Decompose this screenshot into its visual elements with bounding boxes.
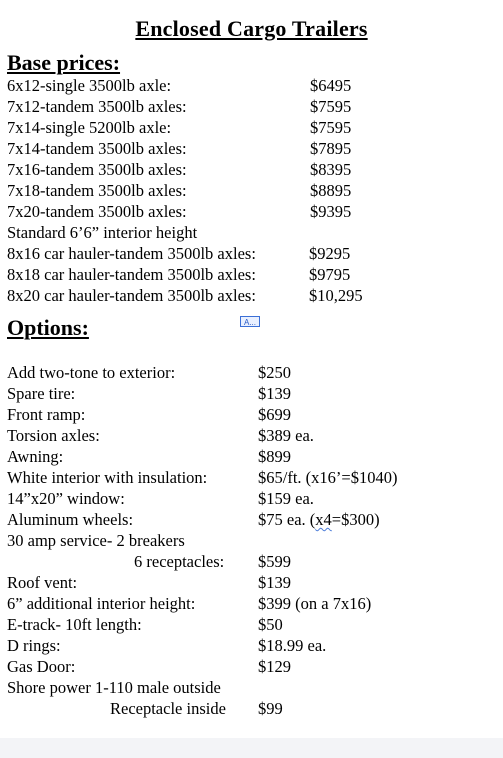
- car-hauler-value: $9295: [309, 244, 351, 263]
- option-label: Receptacle inside: [110, 699, 226, 718]
- option-value: $159 ea.: [258, 489, 314, 508]
- base-prices-heading: Base prices:: [7, 50, 121, 75]
- option-value: $699: [258, 405, 291, 424]
- option-value: $599: [258, 552, 291, 571]
- base-price-label: 7x16-tandem 3500lb axles:: [7, 160, 187, 179]
- option-label: 14”x20” window:: [7, 489, 125, 508]
- option-value: $129: [258, 657, 291, 676]
- base-price-value: $7895: [310, 139, 352, 158]
- option-label: 6” additional interior height:: [7, 594, 196, 613]
- option-value: $389 ea.: [258, 426, 314, 445]
- car-hauler-value: $10,295: [309, 286, 363, 305]
- option-value: $65/ft. (x16’=$1040): [258, 468, 398, 487]
- car-hauler-value: $9795: [309, 265, 351, 284]
- spellcheck-marked-word[interactable]: x4: [315, 510, 332, 529]
- option-value-prefix: $75 ea. (: [258, 510, 316, 529]
- option-label: Aluminum wheels:: [7, 510, 134, 529]
- option-value-suffix: =$300): [331, 510, 380, 529]
- car-hauler-label: 8x20 car hauler-tandem 3500lb axles:: [7, 286, 256, 305]
- base-price-label: 6x12-single 3500lb axle:: [7, 76, 172, 95]
- options-heading: Options:: [7, 315, 89, 340]
- option-value: $139: [258, 573, 291, 592]
- car-hauler-label: 8x16 car hauler-tandem 3500lb axles:: [7, 244, 256, 263]
- option-label: E-track- 10ft length:: [7, 615, 142, 634]
- interior-height-note-text: Standard 6’6” interior height: [7, 223, 198, 242]
- option-label: Spare tire:: [7, 384, 76, 403]
- option-label: Shore power 1-110 male outside: [7, 678, 221, 697]
- option-value: $50: [258, 615, 283, 634]
- base-price-label: 7x14-tandem 3500lb axles:: [7, 139, 187, 158]
- option-label: Awning:: [7, 447, 64, 466]
- document-title: Enclosed Cargo Trailers: [135, 16, 368, 41]
- option-label: 30 amp service- 2 breakers: [7, 531, 185, 550]
- base-price-value: $8395: [310, 160, 352, 179]
- option-label: White interior with insulation:: [7, 468, 208, 487]
- option-label: Front ramp:: [7, 405, 86, 424]
- option-label: Gas Door:: [7, 657, 76, 676]
- option-value: $99: [258, 699, 283, 718]
- base-price-value: $8895: [310, 181, 352, 200]
- base-price-value: $7595: [310, 97, 352, 116]
- option-value: $399 (on a 7x16): [258, 594, 372, 613]
- base-price-value: $7595: [310, 118, 352, 137]
- base-price-label: 7x20-tandem 3500lb axles:: [7, 202, 187, 221]
- base-price-value: $9395: [310, 202, 352, 221]
- option-label: Add two-tone to exterior:: [7, 363, 176, 382]
- option-value: $18.99 ea.: [258, 636, 327, 655]
- base-price-label: 7x14-single 5200lb axle:: [7, 118, 172, 137]
- anchor-icon[interactable]: A...: [240, 316, 260, 327]
- option-value: $899: [258, 447, 291, 466]
- car-hauler-label: 8x18 car hauler-tandem 3500lb axles:: [7, 265, 256, 284]
- base-price-label: 7x18-tandem 3500lb axles:: [7, 181, 187, 200]
- option-value: [258, 510, 380, 531]
- option-label: D rings:: [7, 636, 61, 655]
- option-label: 6 receptacles:: [134, 552, 225, 571]
- option-label: Torsion axles:: [7, 426, 100, 445]
- option-label: Roof vent:: [7, 573, 78, 592]
- option-value: $139: [258, 384, 291, 403]
- option-value: $250: [258, 363, 291, 382]
- base-price-label: 7x12-tandem 3500lb axles:: [7, 97, 187, 116]
- base-price-value: $6495: [310, 76, 352, 95]
